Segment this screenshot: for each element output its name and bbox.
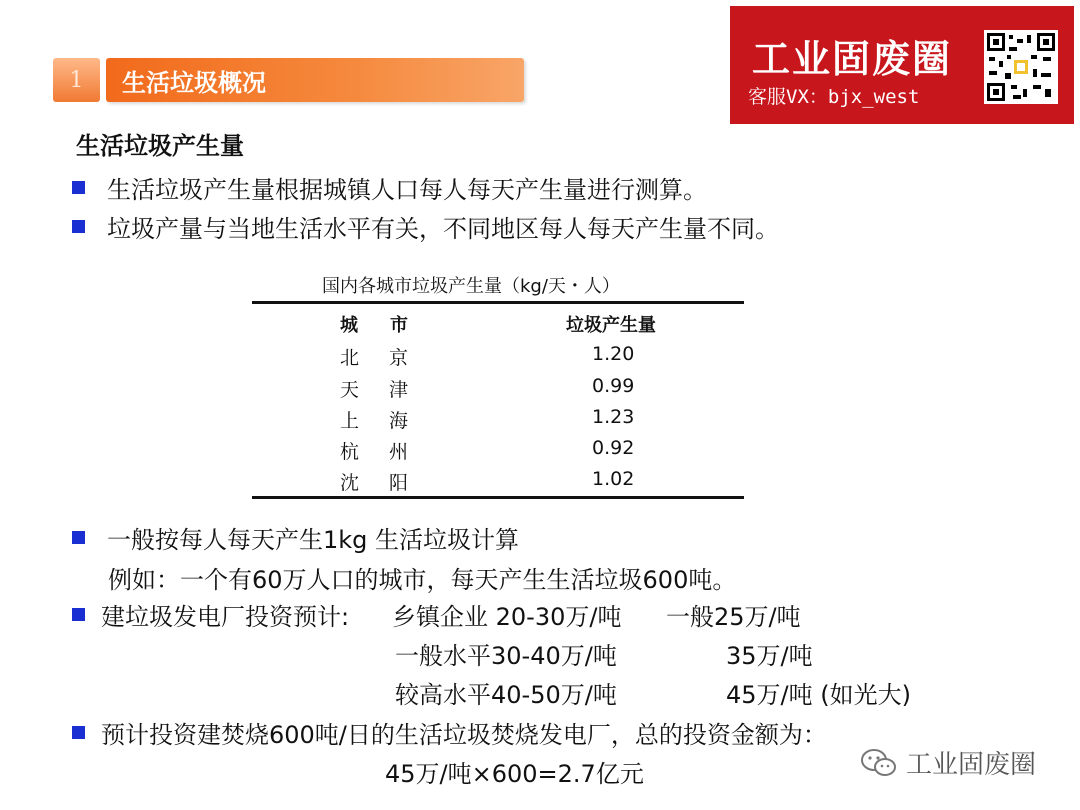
bullet-text: 预计投资建焚烧600吨/日的生活垃圾焚烧发电厂，总的投资金额为： [101,721,827,749]
brand-contact: 客服VX：bjx_west [748,86,920,108]
table-bottom-rule [252,496,744,499]
table-header-value: 垃圾产生量 [566,315,656,336]
invest-level: 一般水平30-40万/吨 [395,642,617,670]
invest-label: 建垃圾发电厂投资预计: [101,603,350,631]
calc-example: 例如：一个有60万人口的城市，每天产生生活垃圾600吨。 [108,566,737,594]
brand-name: 工业固废圈 [752,37,953,81]
watermark [860,744,1036,781]
invest-level: 较高水平40-50万/吨 [395,681,617,709]
invest-typical: 45万/吨 (如光大) [726,681,911,709]
table-cell-city: 北京 [340,347,408,369]
section-title-bar [106,58,524,102]
bullet-square-icon [72,531,85,544]
table-caption: 国内各城市垃圾产生量（kg/天・人） [322,276,620,297]
bullet-text: 垃圾产量与当地生活水平有关，不同地区每人每天产生量不同。 [107,215,779,243]
table-cell-city: 天津 [340,379,408,401]
bullet-item [72,520,519,555]
bullet-square-icon [72,220,85,233]
bullet-item [72,715,827,750]
bullet-square-icon [72,181,85,194]
bullet-square-icon [72,608,85,621]
invest-level: 乡镇企业 20-30万/吨 [392,603,622,631]
table-header-city: 城 市 [340,315,408,336]
bullet-text: 一般按每人每天产生1kg 生活垃圾计算 [107,526,520,554]
table-cell-value: 1.02 [592,468,635,490]
table-cell-city: 杭州 [340,441,408,463]
table-cell-value: 0.92 [592,437,635,459]
bullet-square-icon [72,726,85,739]
invest-typical: 一般25万/吨 [666,603,801,631]
wechat-icon [860,747,898,779]
table-cell-value: 1.20 [592,343,635,365]
table-top-rule [252,301,744,304]
qr-code-icon [984,30,1058,104]
table-cell-value: 1.23 [592,406,635,428]
watermark-text: 工业固废圈 [906,750,1037,780]
section-number: 1 [53,58,100,102]
section-title: 生活垃圾概况 [122,68,266,97]
content-heading: 生活垃圾产生量 [76,132,244,160]
bullet-item [72,597,349,632]
table-cell-value: 0.99 [592,375,635,397]
table-cell-city: 沈阳 [340,472,408,494]
brand-banner [730,6,1074,124]
invest-typical: 35万/吨 [726,642,813,670]
bullet-item [72,209,779,244]
bullet-item [72,170,707,205]
bullet-text: 生活垃圾产生量根据城镇人口每人每天产生量进行测算。 [107,176,707,204]
table-cell-city: 上海 [340,410,408,432]
estimate-formula: 45万/吨×600=2.7亿元 [385,760,644,788]
